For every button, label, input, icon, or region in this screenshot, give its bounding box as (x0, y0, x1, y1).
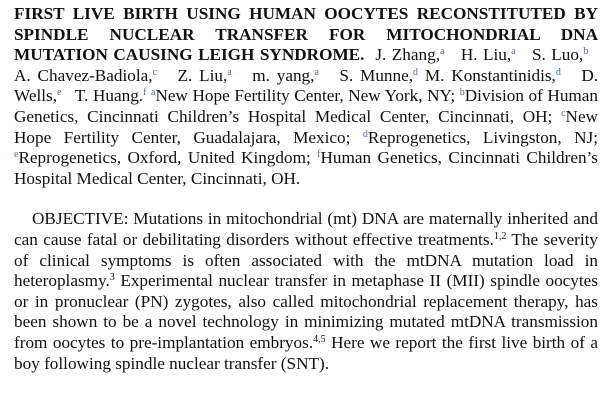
author: H. Liu,$^a$ (460, 45, 516, 65)
author: T. Huang.$^f$ (74, 86, 147, 106)
affiliation: $^e$Reprogenetics, Oxford, United Kingdom; (14, 148, 311, 168)
affiliation: $^b$Division of Human Genetics, Cincinnati Children’s Hospital Medical Center, Cincinnati, OH; (14, 86, 599, 126)
author: m. yang,$^a$ (252, 65, 319, 85)
affiliation: $^f$Human Genetics, Cincinnati Children’s Hospital Medical Center, Cincinnati, OH. (14, 148, 599, 188)
affiliation: $^a$New Hope Fertility Center, New York, NY; (151, 86, 456, 106)
affiliation: $^d$Reprogenetics, Livingston, NJ; (362, 127, 599, 147)
affiliation: $^c$New Hope Fertility Center, Guadalajara, Mexico; (14, 106, 599, 147)
author: Z. Liu,$^a$ (177, 65, 232, 85)
author: A. Chavez-Badiola,$^c$ (14, 65, 158, 85)
author: D. Wells,$^e$ (14, 65, 599, 106)
author: S. Luo,$^b$ (531, 45, 589, 65)
author: J. Zhang,$^a$ (375, 45, 445, 65)
author: M. Konstantinidis,$^d$ (424, 65, 561, 85)
paper-title: FIRST LIVE BIRTH USING HUMAN OOCYTES RECONSTITUTED BY SPINDLE NUCLEAR TRANSFER FOR MITOCHONDRIAL DNA MUTATION CAUSING LEIGH SYNDROME. (14, 4, 598, 65)
citation-ref: 4,5 (313, 333, 326, 345)
author: S. Munne,$^d$ (339, 65, 419, 85)
citation-ref: 1,2 (493, 230, 507, 242)
abstract-header (14, 4, 598, 189)
citation-ref: 3 (109, 272, 115, 284)
abstract-objective: OBJECTIVE: Mutations in mitochondrial (mt) DNA are maternally inherited and can cause fatal or debilitating disorders without effective treatments.$^{1,2}$ The severity of clinical symptoms is often associated with the mtDNA mutation load in heteroplasmy.$^3$ Experimental nuclear transfer in metaphase II (MII) spindle oocytes or in pronuclear (PN) zygotes, also called mitochondrial replacement therapy, has been shown to be a novel technology in minimizing mutated mtDNA transmission from oocytes to pre-implantation embryos.$^{4,5}$ Here we report the first live birth of a boy following spindle nuclear transfer (SNT). (14, 209, 598, 373)
